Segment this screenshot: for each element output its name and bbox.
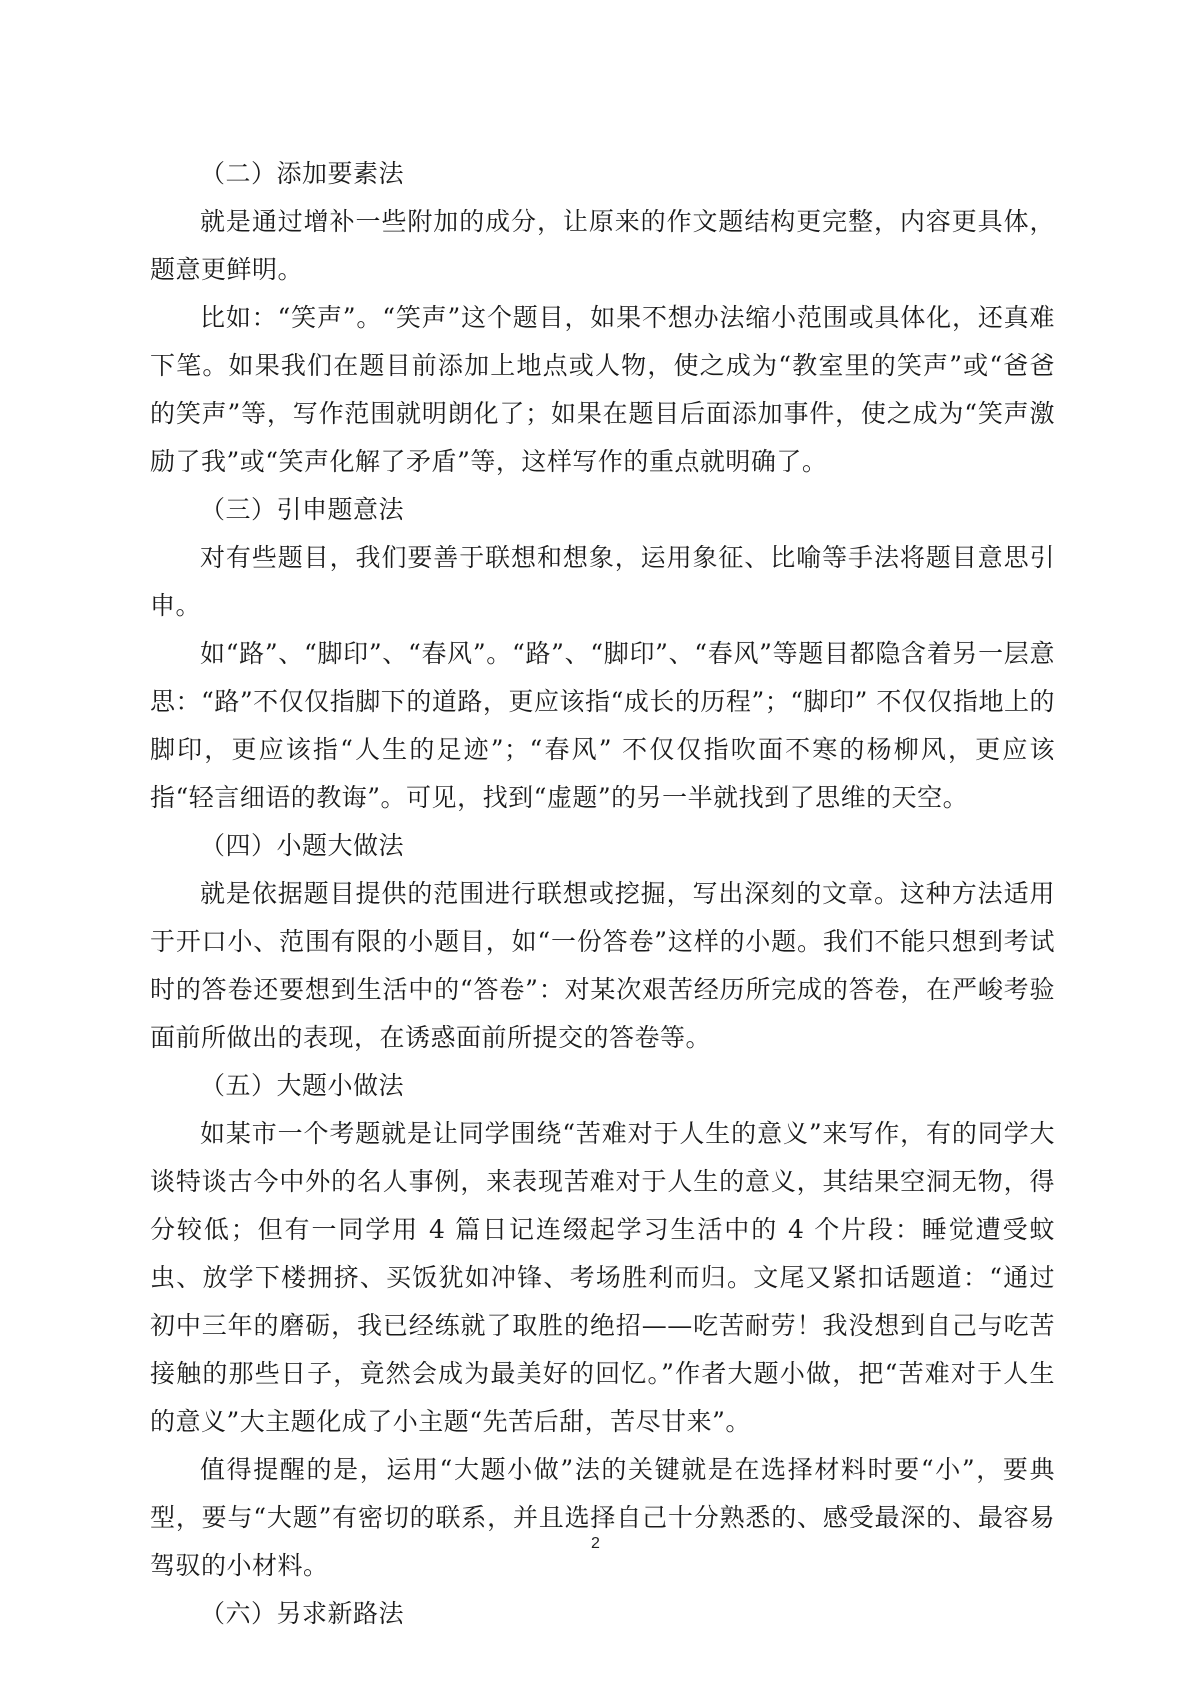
section-heading-big-topic-small: （五）大题小做法 xyxy=(200,1071,405,1100)
paragraph: 比如：“笑声”。“笑声”这个题目，如果不想办法缩小范围或具体化，还真难下笔。如果我们在题目前添加上地点或人物，使之成为“教室里的笑声”或“爸爸的笑声”等，写作范围就明朗化了；如果在题目后面添加事件，使之成为“笑声激励了我”或“笑声化解了矛盾”等，这样写作的重点就明确了。 xyxy=(150,303,1055,476)
section-heading-add-elements: （二）添加要素法 xyxy=(200,159,405,188)
section-heading-small-topic-big: （四）小题大做法 xyxy=(200,831,405,860)
section-heading-new-path: （六）另求新路法 xyxy=(200,1599,405,1628)
paragraph: 值得提醒的是，运用“大题小做”法的关键就是在选择材料时要“小”，要典型，要与“大题”有密切的联系，并且选择自己十分熟悉的、感受最深的、最容易驾驭的小材料。 xyxy=(150,1455,1055,1580)
paragraph: 如某市一个考题就是让同学围绕“苦难对于人生的意义”来写作，有的同学大谈特谈古今中外的名人事例，来表现苦难对于人生的意义，其结果空洞无物，得分较低；但有一同学用 4 篇日记连缀起学习生活中的 4 个片段：睡觉遭受蚊虫、放学下楼拥挤、买饭犹如冲锋、考场胜利而归。文尾又紧扣话题道：“通过初中三年的磨砺，我已经练就了取胜的绝招——吃苦耐劳！我没想到自己与吃苦接触的那些日子，竟然会成为最美好的回忆。”作者大题小做，把“苦难对于人生的意义”大主题化成了小主题“先苦后甜，苦尽甘来”。 xyxy=(150,1119,1055,1436)
paragraph: 对有些题目，我们要善于联想和想象，运用象征、比喻等手法将题目意思引申。 xyxy=(150,543,1055,620)
paragraph: 如“路”、“脚印”、“春风”。“路”、“脚印”、“春风”等题目都隐含着另一层意思：“路”不仅仅指脚下的道路，更应该指“成长的历程”；“脚印” 不仅仅指地上的脚印，更应该指“人生的足迹”；“春风” 不仅仅指吹面不寒的杨柳风，更应该指“轻言细语的教诲”。可见，找到“虚题”的另一半就找到了思维的天空。 xyxy=(150,639,1055,812)
paragraph: 就是依据题目提供的范围进行联想或挖掘，写出深刻的文章。这种方法适用于开口小、范围有限的小题目，如“一份答卷”这样的小题。我们不能只想到考试时的答卷还要想到生活中的“答卷”：对某次艰苦经历所完成的答卷，在严峻考验面前所做出的表现，在诱惑面前所提交的答卷等。 xyxy=(150,879,1055,1052)
paragraph: 就是通过增补一些附加的成分，让原来的作文题结构更完整，内容更具体，题意更鲜明。 xyxy=(150,207,1055,284)
page-number: 2 xyxy=(591,1535,600,1552)
section-heading-extend-meaning: （三）引申题意法 xyxy=(200,495,405,524)
document-body xyxy=(150,150,1055,1638)
